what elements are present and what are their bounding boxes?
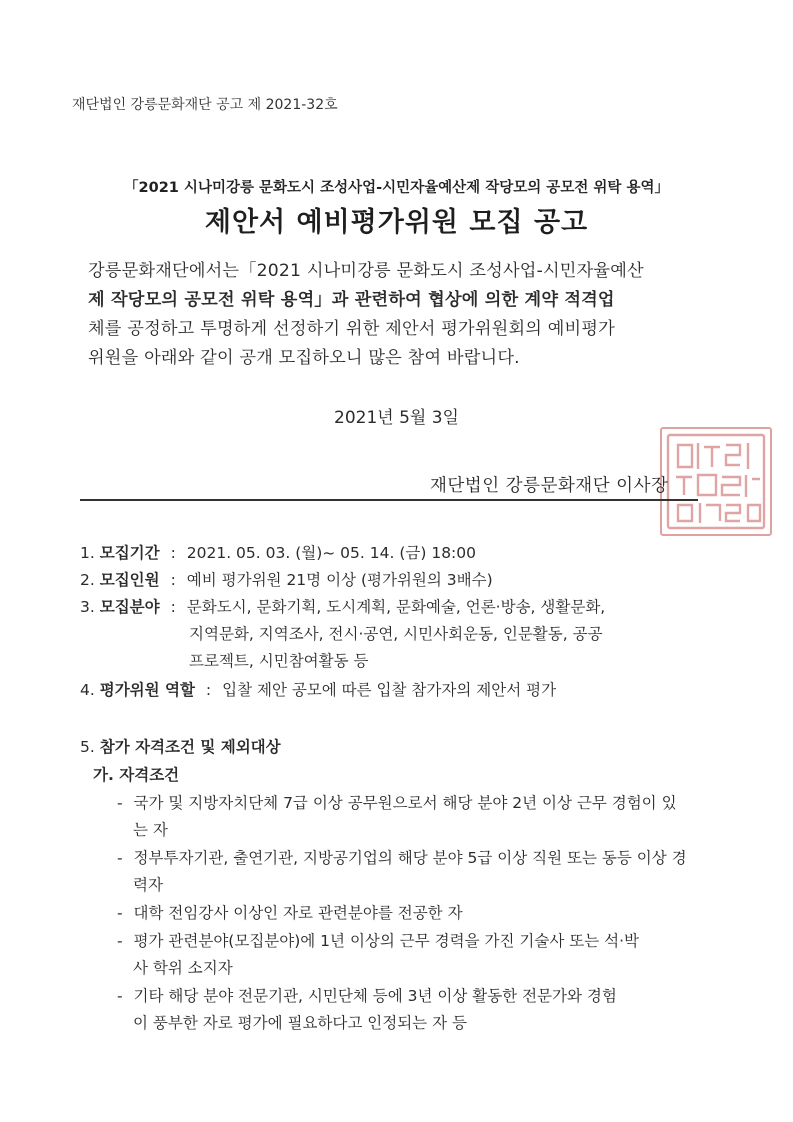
notice-reference-number: 재단법인 강릉문화재단 공고 제 2021-32호 [72, 97, 338, 113]
section-recruitment-count [80, 568, 493, 590]
section-number: 1. [80, 544, 95, 562]
intro-line-4: 위원을 아래와 같이 공개 모집하오니 많은 참여 바랍니다. [88, 348, 520, 368]
section-label: 모집인원 [99, 571, 160, 589]
dash-bullet: - [117, 987, 123, 1005]
section-number: 3. [80, 598, 95, 616]
section-value: 입찰 제안 공모에 따른 입찰 참가자의 제안서 평가 [222, 681, 557, 699]
section-separator: : [170, 571, 176, 589]
notice-date: 2021년 5월 3일 [334, 408, 459, 428]
qualification-text-cont: 사 학위 소지자 [133, 959, 233, 977]
section-label: 모집기간 [99, 544, 160, 562]
qualification-text: 정부투자기관, 출연기관, 지방공기업의 해당 분야 5급 이상 직원 또는 동등 이상 경 [133, 849, 687, 867]
qualification-text: 대학 전임강사 이상인 자로 관련분야를 전공한 자 [133, 904, 463, 922]
signature-divider [80, 499, 698, 501]
section-number: 4. [80, 681, 95, 699]
section-recruitment-fields [80, 595, 605, 617]
section-value-line-2: 지역문화, 지역조사, 전시·공연, 시민사회운동, 인문활동, 공공 [189, 625, 603, 643]
qualification-item [117, 846, 687, 868]
section-separator: : [205, 681, 212, 699]
qualification-item [117, 984, 617, 1006]
intro-line-3: 체를 공정하고 투명하게 선정하기 위한 제안서 평가위원회의 예비평가 [88, 319, 615, 339]
intro-line-2: 제 작당모의 공모전 위탁 용역」과 관련하여 협상에 의한 계약 적격업 [88, 290, 615, 310]
qualification-text-cont: 이 풍부한 자로 평가에 필요하다고 인정되는 자 등 [133, 1014, 467, 1032]
section-number: 5. [80, 738, 95, 756]
section-label: 평가위원 역할 [99, 681, 195, 699]
qualification-text: 기타 해당 분야 전문기관, 시민단체 등에 3년 이상 활동한 전문가와 경험 [133, 987, 617, 1005]
qualification-item [117, 929, 639, 951]
subsection-qualifications: 가. 자격조건 [93, 766, 180, 784]
section-recruitment-period [80, 541, 476, 563]
notice-subtitle: 「2021 시나미강릉 문화도시 조성사업-시민자율예산제 작당모의 공모전 위탁 용역」 [124, 180, 669, 196]
section-label: 참가 자격조건 및 제외대상 [99, 738, 281, 756]
section-value-line-1: 문화도시, 문화기획, 도시계획, 문화예술, 언론·방송, 생활문화, [186, 598, 606, 616]
qualification-item [117, 791, 677, 813]
dash-bullet: - [117, 849, 123, 867]
page-title: 제안서 예비평가위원 모집 공고 [204, 207, 589, 238]
section-label: 모집분야 [99, 598, 160, 616]
qualification-item [117, 901, 463, 923]
issuer-signature: 재단법인 강릉문화재단 이사장 [430, 476, 669, 496]
official-seal-stamp [660, 427, 772, 536]
section-evaluator-role [80, 678, 556, 700]
qualification-text-cont: 는 자 [133, 821, 168, 839]
section-value: 2021. 05. 03. (월)~ 05. 14. (금) 18:00 [186, 544, 477, 562]
dash-bullet: - [117, 904, 123, 922]
dash-bullet: - [117, 794, 123, 812]
dash-bullet: - [117, 932, 123, 950]
section-separator: : [170, 598, 176, 616]
section-qualifications-heading [80, 735, 281, 757]
qualification-text-cont: 력자 [133, 876, 163, 894]
section-value-line-3: 프로젝트, 시민참여활동 등 [189, 652, 369, 670]
section-number: 2. [80, 571, 95, 589]
section-separator: : [170, 544, 176, 562]
section-value: 예비 평가위원 21명 이상 (평가위원의 3배수) [186, 571, 493, 589]
qualification-text: 평가 관련분야(모집분야)에 1년 이상의 근무 경력을 가진 기술사 또는 석·박 [133, 932, 639, 950]
qualification-text: 국가 및 지방자치단체 7급 이상 공무원으로서 해당 분야 2년 이상 근무 경험이 있 [133, 794, 677, 812]
intro-line-1: 강릉문화재단에서는「2021 시나미강릉 문화도시 조성사업-시민자율예산 [88, 261, 644, 281]
